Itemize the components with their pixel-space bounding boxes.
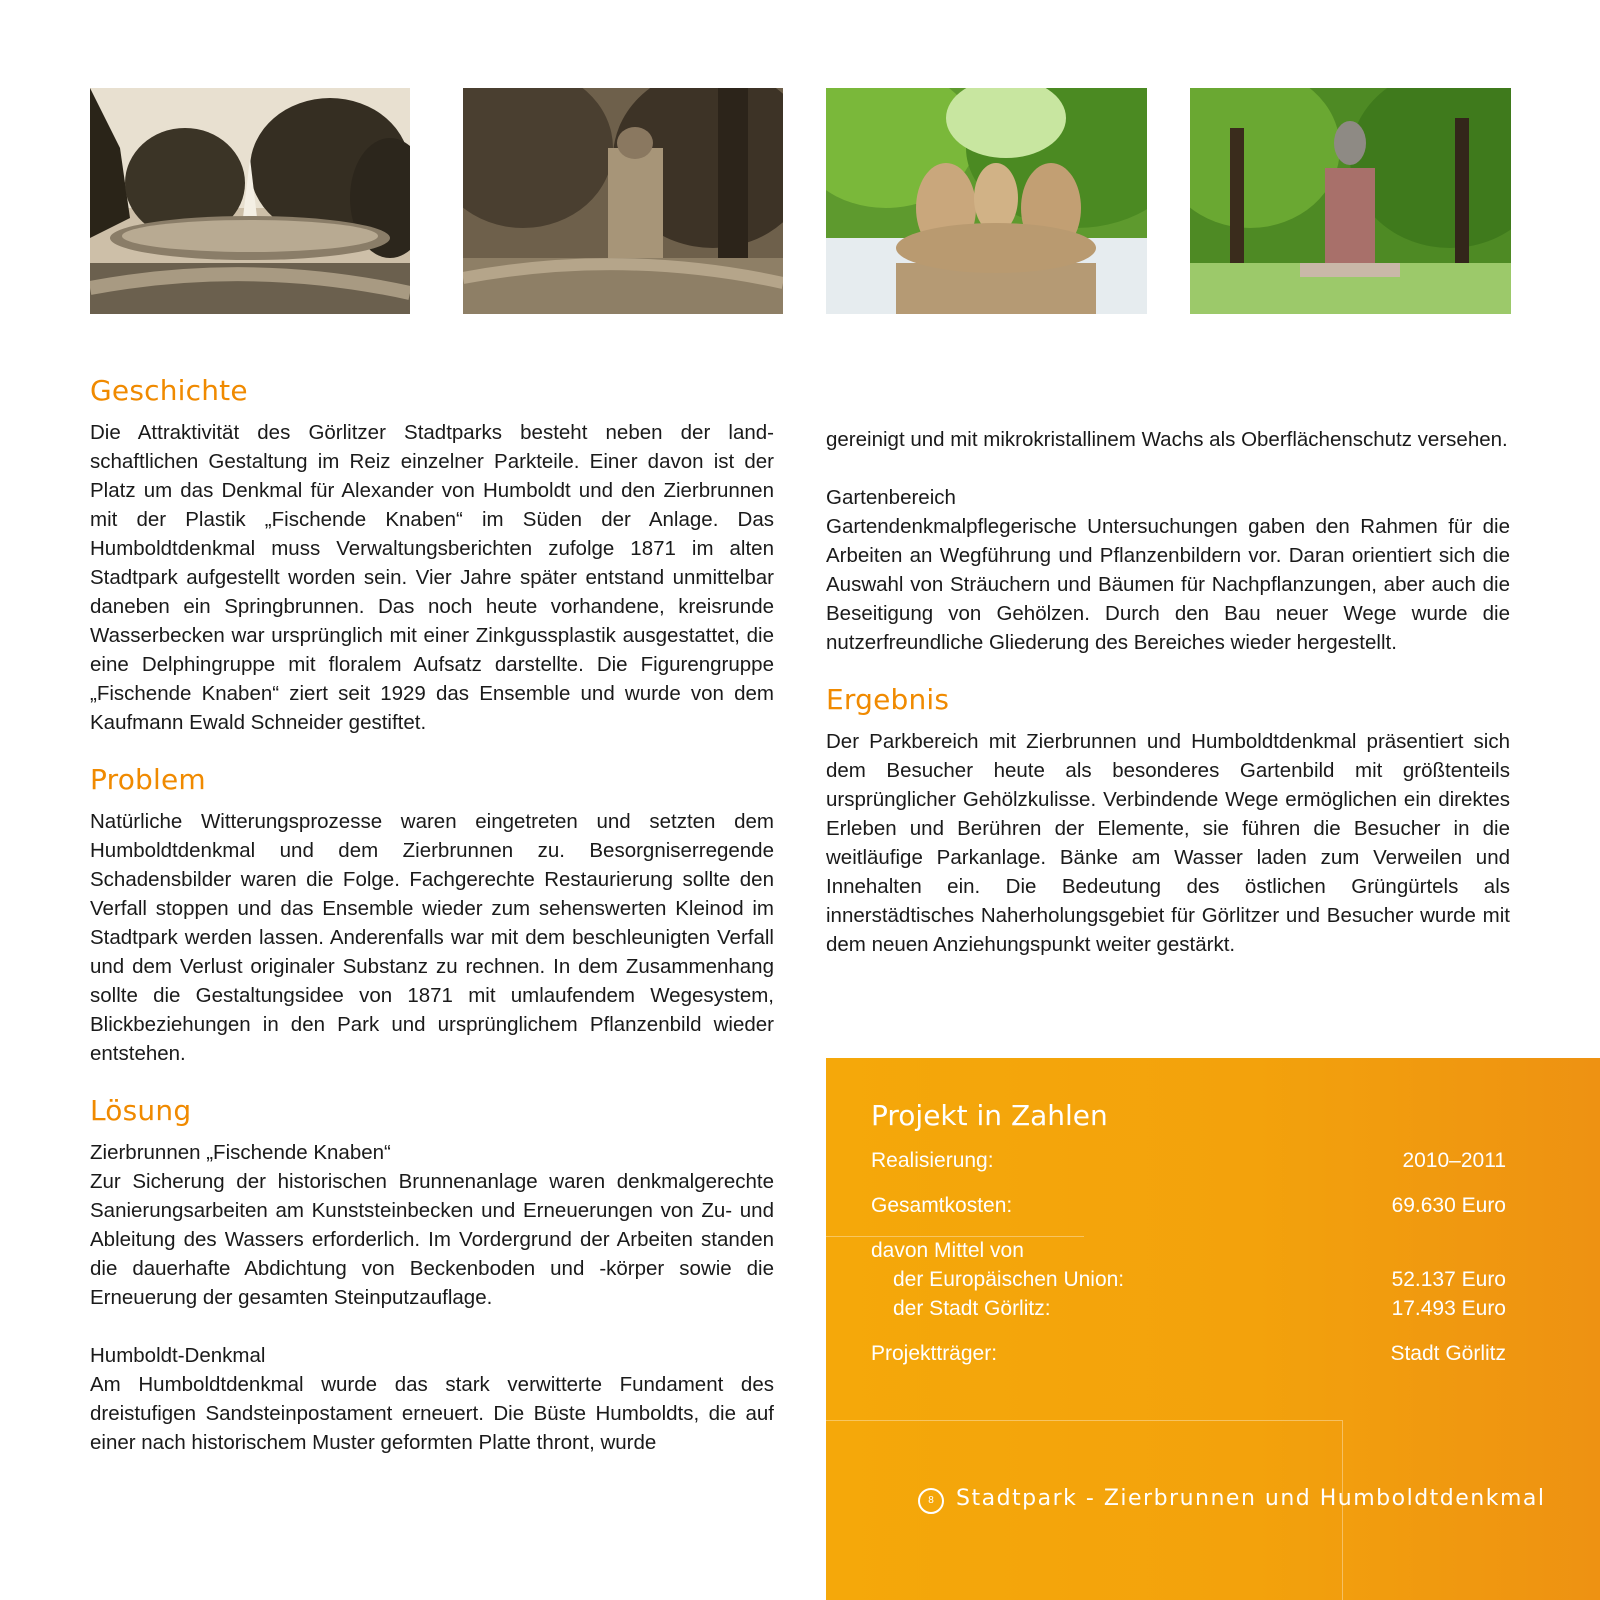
loesung-humboldt-text-cont: gereinigt und mit mikrokristallinem Wachs als Oberflächenschutz versehen. [826, 428, 1508, 451]
loesung-sub-humboldt: Humboldt-Denkmal [90, 1344, 266, 1367]
traeger-value: Stadt Görlitz [1390, 1342, 1506, 1365]
loesung-sub-zierbrunnen: Zierbrunnen „Fischende Knaben“ [90, 1141, 391, 1164]
mittel-label: davon Mittel von [871, 1239, 1024, 1262]
kosten-label: Gesamtkosten: [871, 1194, 1013, 1217]
historic-monument-photo [463, 88, 783, 314]
realisierung-value: 2010–2011 [1402, 1149, 1506, 1172]
loesung-humboldt-text: Am Humboldtdenkmal wurde das stark verwitterte Fundament des dreistufigen Sandsteinpostament erneuert. Die Büste Humboldts, die auf einer nach historischem Muster geformten Platte thront, wurde [90, 1373, 774, 1454]
eu-value: 52.137 Euro [1391, 1268, 1506, 1291]
problem-text: Natürliche Witterungsprozesse waren eingetreten und setzten dem Humboldtdenkmal und dem Zierbrunnen zu. Besorgniserregende Schadensbilder waren die Folge. Fachgerechte Restaurierung sollte den Verfall stoppen und das Ensemble wieder zum sehenswerten Kleinod im Stadtpark werden lassen. Anderenfalls war mit dem beschleunigten Verfall und dem Verlust originaler Substanz zu rechnen. In dem Zusammenhang sollte die Gestaltungsidee von 1871 mit umlaufendem Wegesystem, Blickbeziehungen in den Park und ursprünglichem Pflanzenbild wieder entstehen. [90, 810, 774, 1065]
page-number-badge: 8 [918, 1488, 944, 1514]
fountain-sculpture-photo [826, 88, 1147, 314]
left-column [90, 372, 774, 1457]
eu-label: der Europäischen Union: [893, 1268, 1125, 1291]
footer-title: Stadtpark - Zierbrunnen und Humboldtdenkmal [956, 1486, 1546, 1511]
loesung-zierbrunnen-text: Zur Sicherung der historischen Brunnenanlage waren denkmalgerechte Sanierungsarbeiten am Kunststeinbecken und Erneuerungen von Zu- und Ableitung des Wassers erforderlich. Im Vordergrund der Arbeiten standen die dauerhafte Abdichtung von Beckenboden und -körper sowie die Erneuerung der gesamten Steinputzauflage. [90, 1170, 774, 1309]
loesung-sub-garten: Gartenbereich [826, 486, 956, 509]
section-heading-problem: Problem [90, 763, 206, 796]
stadt-label: der Stadt Görlitz: [893, 1297, 1051, 1320]
section-heading-ergebnis: Ergebnis [826, 683, 950, 716]
historic-fountain-photo [90, 88, 410, 314]
realisierung-label: Realisierung: [871, 1149, 994, 1172]
loesung-garten-text: Gartendenkmalpflegerische Untersuchungen gaben den Rahmen für die Arbeiten an Wegführung und Pflanzenbildern vor. Daran orientiert sich die Auswahl von Sträuchern und Bäumen für Nachpflanzungen, aber auch die Beseitigung von Gehölzen. Durch den Bau neuer Wege wurde die nutzerfreundliche Gliederung des Bereiches wieder hergestellt. [826, 515, 1510, 654]
stadt-value: 17.493 Euro [1391, 1297, 1506, 1320]
section-heading-loesung: Lösung [90, 1094, 192, 1127]
frame-line-top [826, 1420, 1342, 1421]
project-figures-box [826, 1058, 1600, 1600]
kosten-value: 69.630 Euro [1391, 1194, 1506, 1217]
project-figures-title: Projekt in Zahlen [871, 1099, 1108, 1132]
ergebnis-text: Der Parkbereich mit Zierbrunnen und Humboldtdenkmal präsentiert sich dem Besucher heute als besonderes Gartenbild mit größtenteils ursprünglicher Gehölzkulisse. Verbindende Wege ermöglichen ein direktes Erleben und Berühren der Elemente, sie führen die Besucher in die weitläufige Parkanlage. Bänke am Wasser laden zum Verweilen und Innehalten ein. Die Bedeutung des östlichen Grüngürtels als innerstädtisches Naherholungsgebiet für Görlitzer und Besucher wurde mit dem neuen Anziehungspunkt weiter gestärkt. [826, 730, 1510, 956]
traeger-label: Projektträger: [871, 1342, 998, 1365]
right-column [826, 425, 1510, 959]
section-heading-geschichte: Geschichte [90, 374, 248, 407]
humboldt-monument-photo [1190, 88, 1511, 314]
geschichte-text: Die Attraktivität des Görlitzer Stadtparks besteht neben der landschaftlichen Gestaltung im Reiz einzelner Parkteile. Einer davon ist der Platz um das Denkmal für Alexander von Humboldt und den Zierbrunnen mit der Plastik „Fischende Knaben“ im Süden der Anlage. Das Humboldtdenkmal muss Verwaltungsberichten zufolge 1871 im alten Stadtpark aufgestellt worden sein. Vier Jahre später entstand unmittelbar daneben ein Springbrunnen. Das noch heute vorhandene, kreisrunde Wasserbecken war ursprünglich mit einer Zinkgussplastik ausgestattet, die eine Delphingruppe mit floralem Aufsatz darstellte. Die Figurengruppe „Fischende Knaben“ ziert seit 1929 das Ensemble und wurde von dem Kaufmann Ewald Schneider gestiftet. [90, 421, 774, 734]
